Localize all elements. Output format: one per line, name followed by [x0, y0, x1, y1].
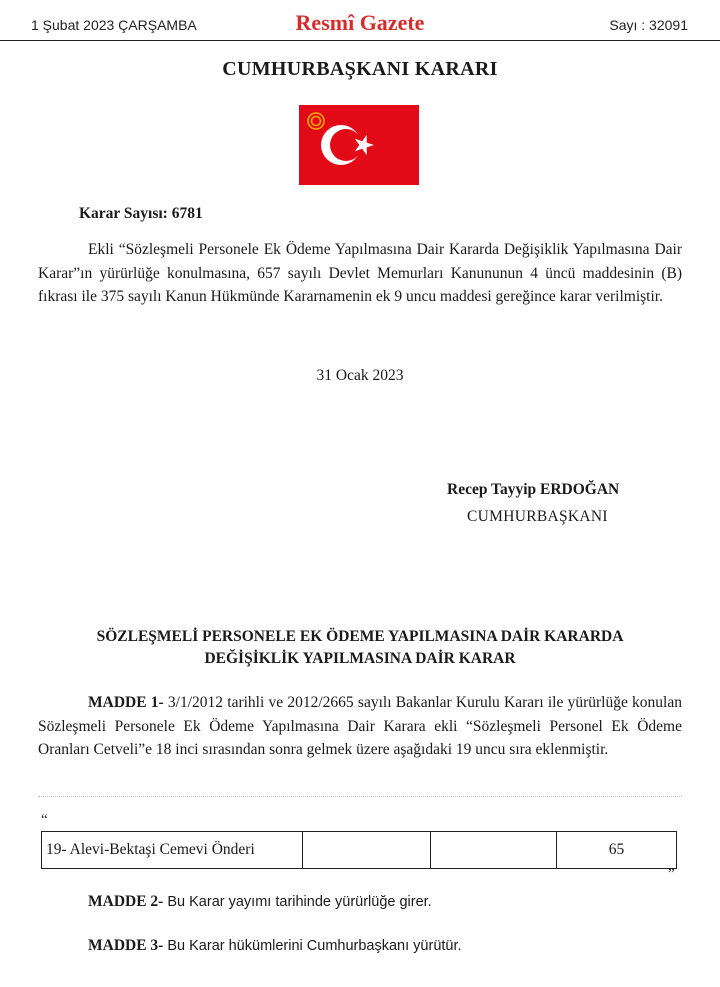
table-row: [42, 832, 677, 869]
article-3-label: MADDE 3-: [88, 937, 164, 954]
table-cell-title: 19- Alevi-Bektaşi Cemevi Önderi: [42, 832, 303, 869]
article-3-text: Bu Karar hükümlerini Cumhurbaşkanı yürütür.: [163, 938, 462, 954]
issue-date: 1 Şubat 2023 ÇARŞAMBA: [31, 17, 197, 33]
signature-date: 31 Ocak 2023: [316, 367, 404, 384]
dotted-divider: [38, 796, 682, 798]
gazette-title: Resmî Gazete: [295, 10, 425, 35]
gazette-header: [0, 0, 720, 41]
decree-heading: CUMHURBAŞKANI KARARI: [222, 58, 498, 80]
close-quote: ”: [668, 866, 675, 882]
signer-title: CUMHURBAŞKANI: [467, 508, 608, 525]
article-1: [38, 691, 682, 762]
regulation-title-line2: DEĞİŞİKLİK YAPILMASINA DAİR KARAR: [204, 650, 516, 667]
article-1-text: 3/1/2012 tarihli ve 2012/2665 sayılı Bakanlar Kurulu Kararı ile yürürlüğe konulan Sözleşmeli Personele Ek Ödeme Yapılmasına Dair Karara ekli “Sözleşmeli Personel Ek Ödeme Oranları Cetveli”e 18 inci sırasından sonra gelmek üzere aşağıdaki 19 uncu sıra eklenmiştir.: [38, 694, 682, 758]
table-cell-empty-1: [303, 832, 431, 869]
signer-name: Recep Tayyip ERDOĞAN: [447, 481, 620, 498]
decision-number: Karar Sayısı: 6781: [79, 205, 203, 222]
regulation-title: [0, 626, 720, 670]
appendix-table: [41, 831, 677, 869]
article-1-label: MADDE 1-: [88, 694, 164, 711]
crescent-inner: [330, 129, 362, 161]
regulation-title-line1: SÖZLEŞMELİ PERSONELE EK ÖDEME YAPILMASINA DAİR KARARDA: [96, 628, 624, 645]
turkish-flag-emblem: [299, 105, 419, 185]
article-2-text: Bu Karar yayımı tarihinde yürürlüğe girer.: [163, 894, 432, 910]
article-3: [88, 937, 462, 955]
preamble-text: Ekli “Sözleşmeli Personele Ek Ödeme Yapılmasına Dair Kararda Değişiklik Yapılmasına Dair Karar”ın yürürlüğe konulmasına, 657 sayılı Devlet Memurları Kanununun 4 üncü maddesinin (B) fıkrası ile 375 sayılı Kanun Hükmünde Kararnamenin ek 9 uncu maddesi gereğince karar verilmiştir.: [38, 241, 682, 305]
decree-preamble: [38, 238, 682, 309]
table-cell-rate: 65: [557, 832, 677, 869]
article-2: [88, 893, 432, 911]
table-cell-empty-2: [431, 832, 557, 869]
issue-number: Sayı : 32091: [609, 17, 688, 33]
open-quote: “: [41, 812, 48, 828]
article-2-label: MADDE 2-: [88, 893, 164, 910]
